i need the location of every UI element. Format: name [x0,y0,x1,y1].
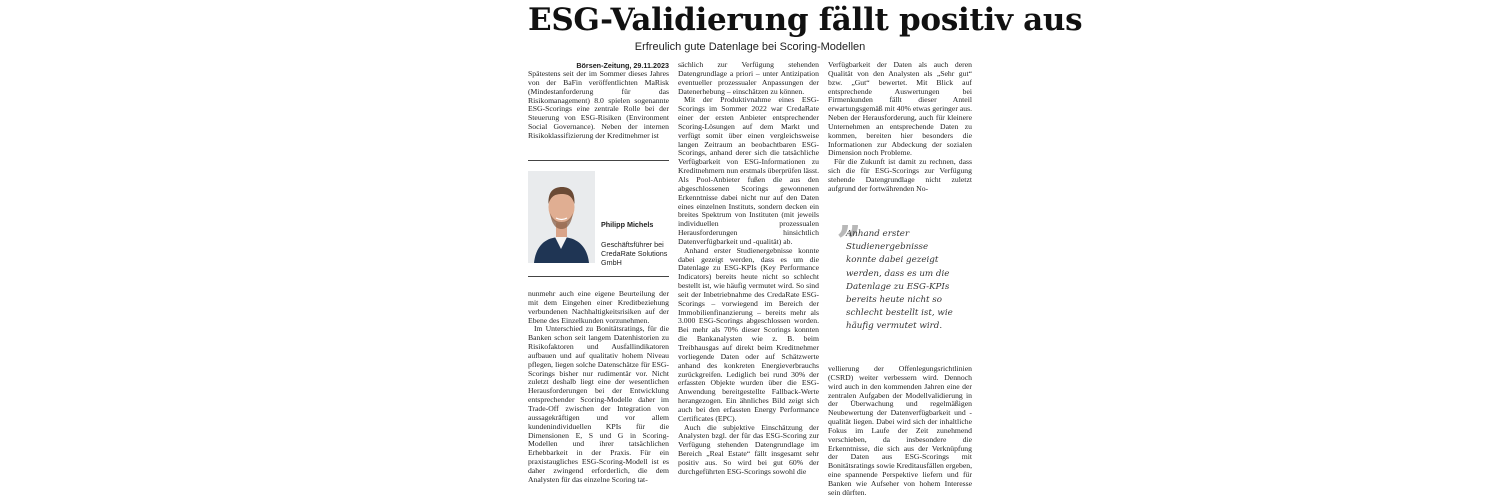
paragraph: Auch die subjektive Einschätzung der Analysten bzgl. der für das ESG-Scoring zur Verfügung stehenden Datengrundlage im Bereich „Real Estate“ fällt insgesamt sehr positiv aus. So wird bei gut 60% der durchgeführten ESG-Scorings sowohl die [678,422,819,476]
paragraph: Anhand erster Studienergebnisse konnte dabei gezeigt werden, dass es um die Datenlage zu ESG-KPIs (Key Performance Indicators) bereits heute nicht so schlecht bestellt ist, wie häufig vermutet wird. So sind seit der Inbetriebnahme des CredaRate ESG-Scorings – vorwiegend im Bereich der Immobilienfinanzierung – bereits mehr als 3.000 ESG-Scorings abgeschlossen worden. Bei mehr als 70% dieser Scorings konnten die Bankanalysten wie z. B. beim Treibhausgas auf direkt beim Kreditnehmer vorliegende Daten oder auf Schätzwerte anhand des konkreten Energieverbrauchs zurückgreifen. Lediglich bei rund 30% der erfassten Objekte wurden über die ESG-Anwendung bereitgestellte Fallback-Werte herangezogen. Ein ähnliches Bild zeigt sich auch bei den erfassten Energy Performance Certificates (EPC). [678,245,819,423]
author-role: Geschäftsführer bei CredaRate Solutions GmbH [601,240,668,267]
dateline: Börsen-Zeitung, 29.11.2023 [576,61,669,70]
column-3-bottom [828,365,972,498]
paragraph: Verfügbarkeit der Daten als auch deren Qualität von den Analysten als „Sehr gut“ bzw. „Gut“ bewertet. Mit Blick auf entsprechende Auswertungen bei Firmenkunden fällt dieser Anteil erwartungsgemäß mit 40% etwas geringer aus. Neben der Herausforderung, auch für kleinere Unternehmen an entsprechende Daten zu kommen, bereiten hier besonders die Informationen zur Abdeckung der sozialen Dimension noch Probleme. [828,61,972,158]
column-3-top [828,61,972,201]
quotation-mark-icon: „ [837,192,863,243]
paragraph: sächlich zur Verfügung stehenden Datengrundlage a priori – unter Antizipation eventueller prozessualer Anpassungen der Datenerhebung – einschätzen zu können. [678,61,819,96]
paragraph: nunmehr auch eine eigene Beurteilung der mit dem Eingehen einer Kreditbeziehung verbundenen Nachhaltigkeitsrisiken auf der Ebene des Einzelkunden vorzunehmen. [528,290,669,325]
column-2 [678,61,819,498]
paragraph: Im Unterschied zu Bonitätsratings, für die Banken schon seit langem Datenhistorien zu Risikofaktoren und Ausfallindikatoren aufbauen und auf qualitativ hohem Niveau pflegen, liegen solche Datenschätze für ESG-Scorings bisher nur rudimentär vor. Nicht zuletzt deshalb liegt eine der wesentlichen Herausforderungen bei der Entwicklung entsprechender Scoring-Modelle daher im Trade-Off zwischen der Integration von aussagekräftigen und vor allem kundenindividuellen KPIs für die Dimensionen E, S und G in Scoring-Modellen und ihrer tatsächlichen Erhebbarkeit in der Praxis. Für ein praxistaugliches ESG-Scoring-Modell ist es daher zwingend erforderlich, die dem Analysten für das einzelne Scoring tat- [528,324,669,484]
author-photo [528,171,595,263]
column-1-bottom [528,290,669,498]
column-1-top [528,70,669,152]
article-title: ESG-Validierung fällt positiv aus [528,2,1083,38]
divider [528,160,669,161]
portrait-image [528,171,595,263]
newspaper-article [528,0,1083,500]
author-name: Philipp Michels [601,220,654,229]
paragraph: vellierung der Offenlegungsrichtlinien (CSRD) weiter verbessern wird. Dennoch wird auch in den kommenden Jahren eine der zentralen Aufgaben der Modellvalidierung in der Überwachung und regelmäßigen Neubewertung der Datenverfügbarkeit und -qualität liegen. Dabei wird sich der inhaltliche Fokus im Laufe der Zeit zunehmend verschieben, da insbesondere die Erkenntnisse, die sich aus der Verknüpfung der Daten aus ESG-Scorings mit Bonitätsratings sowie Kreditausfällen ergeben, eine spannende Perspektive liefern und für Banken wie Aufseher von hohem Interesse sein dürften. [828,365,972,497]
paragraph: Für die Zukunft ist damit zu rechnen, dass sich die für ESG-Scorings zur Verfügung stehende Datengrundlage nicht zuletzt aufgrund der fortwährenden No- [828,157,972,193]
pull-quote: Anhand erster Studienergebnisse konnte dabei gezeigt werden, dass es um die Datenlage zu ESG-KPIs bereits heute nicht so schlecht bestellt ist, wie häufig vermutet wird. [846,229,953,332]
paragraph: Spätestens seit der im Sommer dieses Jahres von der BaFin veröffentlichten MaRisk (Mindestanforderung für das Risikomanagement) 8.0 spielen sogenannte ESG-Scorings eine zentrale Rolle bei der Steuerung von ESG-Risiken (Environment Social Governance). Neben der internen Risikoklassifizierung der Kreditnehmer ist [528,70,669,140]
divider [528,276,669,277]
paragraph: Mit der Produktivnahme eines ESG-Scorings im Sommer 2022 war CredaRate einer der ersten Anbieter entsprechender Scoring-Lösungen auf dem Markt und verfügt somit über einen vergleichsweise langen Zeitraum an beobachtbaren ESG-Scorings, anhand derer sich die tatsächliche Verfügbarkeit von ESG-Informationen zu Kreditnehmern nun erstmals überprüfen lässt. Als Pool-Anbieter fußen die aus den abgeschlossenen Scorings gewonnenen Erkenntnisse dabei nicht nur auf den Daten eines einzelnen Instituts, sondern decken ein breites Spektrum von Instituten (mit jeweils individuellen prozessualen Herausforderungen hinsichtlich Datenverfügbarkeit und -qualität) ab. [678,95,819,246]
article-subtitle: Erfreulich gute Datenlage bei Scoring-Modellen [634,41,866,53]
